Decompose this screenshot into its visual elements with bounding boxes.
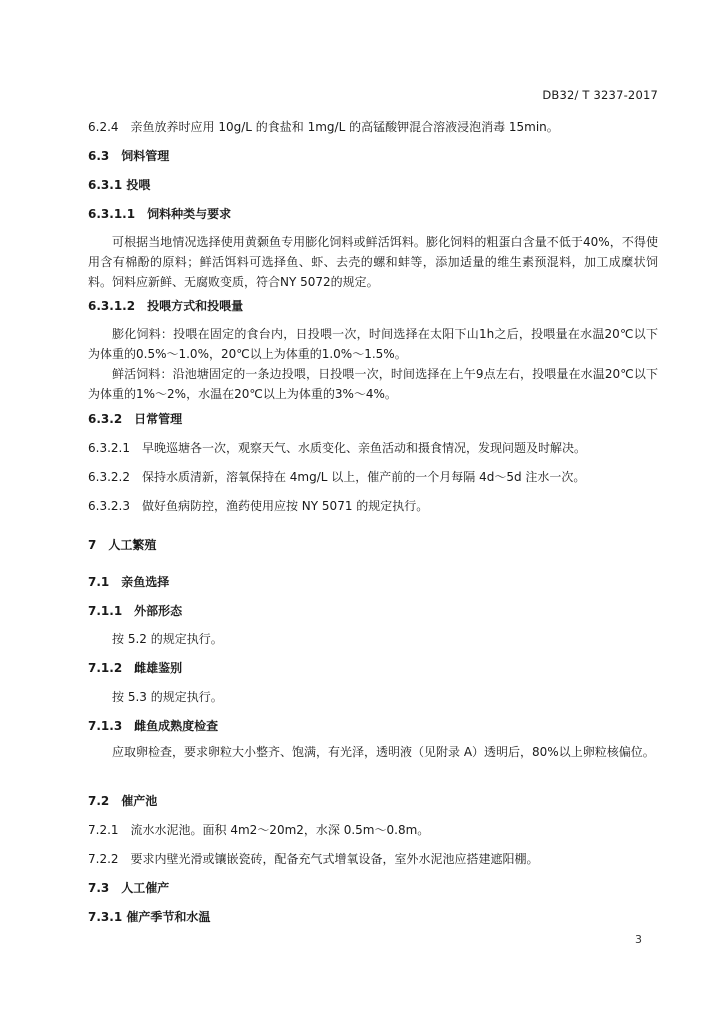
paragraph-feed-types: 可根据当地情况选择使用黄颡鱼专用膨化饲料或鲜活饵料。膨化饲料的粗蛋白含量不低于40%，不得使用含有棉酚的原料；鲜活饵料可选择鱼、虾、去壳的螺和蚌等，添加适量的维生素预混料，加工成糜状饲料。饲料应新鲜、无腐败变质，符合NY 5072的规定。 xyxy=(88,235,658,289)
paragraph-puffed-feed: 膨化饲料：投喂在固定的食台内，日投喂一次，时间选择在太阳下山1h之后，投喂量在水温20℃以下为体重的0.5%～1.0%，20℃以上为体重的1.0%～1.5%。 xyxy=(88,327,658,361)
heading-7-1: 7.1 亲鱼选择 xyxy=(88,575,170,589)
heading-6-3-2: 6.3.2 日常管理 xyxy=(88,412,183,426)
page-number: 3 xyxy=(635,933,642,946)
clause-7-2-1: 7.2.1 流水水泥池。面积 4m2～20m2，水深 0.5m～0.8m。 xyxy=(88,823,430,837)
heading-6-3-1-1: 6.3.1.1 饲料种类与要求 xyxy=(88,207,232,221)
clause-6-3-2-3: 6.3.2.3 做好鱼病防控，渔药使用应按 NY 5071 的规定执行。 xyxy=(88,499,429,513)
heading-6-3-1-2: 6.3.1.2 投喂方式和投喂量 xyxy=(88,299,244,313)
heading-6-3-1: 6.3.1 投喂 xyxy=(88,178,151,192)
heading-7-1-3: 7.1.3 雌鱼成熟度检查 xyxy=(88,719,219,733)
heading-7-2: 7.2 催产池 xyxy=(88,794,158,808)
document-id: DB32/ T 3237-2017 xyxy=(542,88,658,102)
heading-7-1-2: 7.1.2 雌雄鉴别 xyxy=(88,661,183,675)
heading-6-3: 6.3 饲料管理 xyxy=(88,149,170,163)
paragraph-7-1-2: 按 5.3 的规定执行。 xyxy=(112,690,223,704)
heading-7-1-1: 7.1.1 外部形态 xyxy=(88,604,183,618)
clause-6-2-4: 6.2.4 亲鱼放养时应用 10g/L 的食盐和 1mg/L 的高锰酸钾混合溶液浸泡消毒 15min。 xyxy=(88,120,559,134)
paragraph-7-1-3: 应取卵检查，要求卵粒大小整齐、饱满，有光泽，透明液（见附录 A）透明后，80%以上卵粒核偏位。 xyxy=(112,745,655,759)
paragraph-7-1-1: 按 5.2 的规定执行。 xyxy=(112,632,223,646)
heading-7-3-1: 7.3.1 催产季节和水温 xyxy=(88,910,211,924)
paragraph-live-feed: 鲜活饲料：沿池塘固定的一条边投喂，日投喂一次，时间选择在上午9点左右，投喂量在水温20℃以下为体重的1%～2%，水温在20℃以上为体重的3%～4%。 xyxy=(88,367,658,401)
clause-6-3-2-1: 6.3.2.1 早晚巡塘各一次，观察天气、水质变化、亲鱼活动和摄食情况，发现问题及时解决。 xyxy=(88,441,586,455)
clause-7-2-2: 7.2.2 要求内壁光滑或镶嵌瓷砖，配备充气式增氧设备，室外水泥池应搭建遮阳棚。 xyxy=(88,852,539,866)
heading-7: 7 人工繁殖 xyxy=(88,538,157,552)
clause-6-3-2-2: 6.3.2.2 保持水质清新，溶氧保持在 4mg/L 以上，催产前的一个月每隔 4d～5d 注水一次。 xyxy=(88,470,586,484)
heading-7-3: 7.3 人工催产 xyxy=(88,881,170,895)
